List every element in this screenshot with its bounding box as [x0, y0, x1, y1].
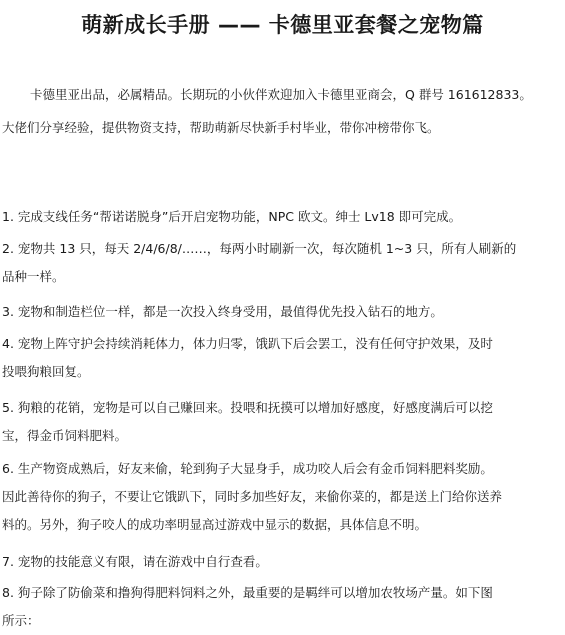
document-title: 萌新成长手册 —— 卡德里亚套餐之宠物篇	[81, 13, 484, 37]
list-item-5	[2, 394, 562, 450]
list-item-text: 7. 宠物的技能意义有限，请在游戏中自行查看。	[2, 554, 268, 569]
list-item-1	[2, 203, 562, 231]
list-item-6	[2, 455, 562, 539]
list-item-text: 3. 宠物和制造栏位一样，都是一次投入终身受用，最值得优先投入钻石的地方。	[2, 304, 443, 319]
list-item-text: 5. 狗粮的花销，宠物是可以自己赚回来。投喂和抚摸可以增加好感度，好感度满后可以挖	[2, 400, 493, 415]
list-item-text: 所示：	[2, 613, 40, 628]
list-item-text: 4. 宠物上阵守护会持续消耗体力，体力归零，饿趴下后会罢工，没有任何守护效果，及时	[2, 336, 493, 351]
list-item-3	[2, 298, 562, 326]
list-item-8	[2, 579, 562, 635]
list-item-text: 6. 生产物资成熟后，好友来偷，轮到狗子大显身手，成功咬人后会有金币饲料肥料奖励。	[2, 461, 493, 476]
list-item-text: 品种一样。	[2, 269, 65, 284]
list-item-text: 1. 完成支线任务“帮诺诺脱身”后开启宠物功能，NPC 欧文。绅士 Lv18 即可完成。	[2, 209, 462, 224]
list-item-7	[2, 548, 562, 576]
intro-line-1: 卡德里亚出品，必属精品。长期玩的小伙伴欢迎加入卡德里亚商会，Q 群号 161612833。	[30, 87, 532, 102]
list-item-4	[2, 330, 562, 386]
list-item-text: 2. 宠物共 13 只，每天 2/4/6/8/……，每两小时刷新一次，每次随机 1~3 只，所有人刷新的	[2, 241, 517, 256]
list-item-text: 料的。另外，狗子咬人的成功率明显高过游戏中显示的数据，具体信息不明。	[2, 517, 428, 532]
list-item-2	[2, 235, 562, 291]
list-item-text: 8. 狗子除了防偷菜和撸狗得肥料饲料之外，最重要的是羁绊可以增加农牧场产量。如下图	[2, 585, 493, 600]
list-item-text: 投喂狗粮回复。	[2, 364, 90, 379]
list-item-text: 宝，得金币饲料肥料。	[2, 428, 128, 443]
intro-line-2: 大佬们分享经验，提供物资支持，帮助萌新尽快新手村毕业，带你冲榜带你飞。	[2, 120, 440, 135]
list-item-text: 因此善待你的狗子，不要让它饿趴下，同时多加些好友，来偷你菜的，都是送上门给你送养	[2, 489, 503, 504]
